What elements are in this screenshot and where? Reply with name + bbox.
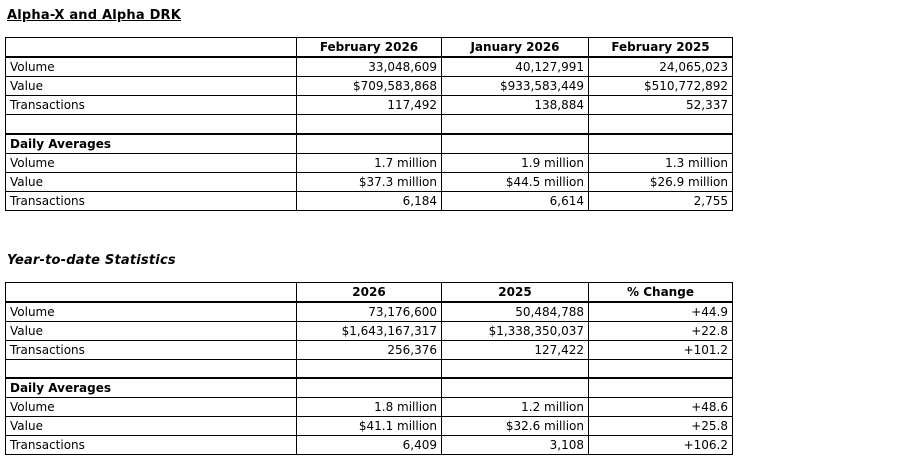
cell-value: 2,755 — [589, 191, 733, 210]
table-row — [6, 57, 733, 77]
empty-cell — [297, 115, 442, 134]
empty-cell — [442, 134, 589, 154]
cell-value: $41.1 million — [297, 417, 442, 436]
cell-value: 256,376 — [297, 340, 442, 359]
table-row — [6, 340, 733, 359]
row-label: Transactions — [6, 96, 297, 115]
row-label: Value — [6, 417, 297, 436]
table-row — [6, 191, 733, 210]
monthly-section-title: Alpha-X and Alpha DRK — [7, 8, 182, 23]
table-row — [6, 153, 733, 172]
row-label: Value — [6, 172, 297, 191]
cell-value: +44.9 — [589, 302, 733, 322]
cell-value: +48.6 — [589, 398, 733, 417]
column-header: 2026 — [297, 282, 442, 302]
cell-value: $933,583,449 — [442, 77, 589, 96]
cell-value: 52,337 — [589, 96, 733, 115]
row-label: Value — [6, 77, 297, 96]
cell-value: 1.9 million — [442, 153, 589, 172]
cell-value: 6,184 — [297, 191, 442, 210]
cell-value: 1.2 million — [442, 398, 589, 417]
cell-value: +106.2 — [589, 436, 733, 455]
row-label: Value — [6, 321, 297, 340]
cell-value: 1.7 million — [297, 153, 442, 172]
empty-cell — [442, 378, 589, 398]
cell-value: $709,583,868 — [297, 77, 442, 96]
table-row — [6, 436, 733, 455]
cell-value: 127,422 — [442, 340, 589, 359]
table-row — [6, 77, 733, 96]
table-row — [6, 96, 733, 115]
table-row — [6, 172, 733, 191]
cell-value: $26.9 million — [589, 172, 733, 191]
cell-value: 3,108 — [442, 436, 589, 455]
cell-value: 33,048,609 — [297, 57, 442, 77]
column-header: 2025 — [442, 282, 589, 302]
empty-header-cell — [6, 38, 297, 58]
empty-cell — [6, 115, 297, 134]
cell-value: 50,484,788 — [442, 302, 589, 322]
empty-cell — [589, 359, 733, 378]
column-header: % Change — [589, 282, 733, 302]
daily-averages-label: Daily Averages — [6, 134, 297, 154]
row-label: Volume — [6, 398, 297, 417]
empty-cell — [297, 359, 442, 378]
cell-value: 1.3 million — [589, 153, 733, 172]
cell-value: $1,643,167,317 — [297, 321, 442, 340]
ytd-header-row — [6, 282, 733, 302]
column-header: February 2025 — [589, 38, 733, 58]
row-label: Volume — [6, 153, 297, 172]
row-label: Volume — [6, 57, 297, 77]
spacer-row — [6, 359, 733, 378]
table-row — [6, 302, 733, 322]
cell-value: 24,065,023 — [589, 57, 733, 77]
monthly-header-row — [6, 38, 733, 58]
cell-value: 6,409 — [297, 436, 442, 455]
empty-cell — [297, 134, 442, 154]
table-row — [6, 321, 733, 340]
column-header: January 2026 — [442, 38, 589, 58]
table-row — [6, 398, 733, 417]
empty-cell — [6, 359, 297, 378]
ytd-stats-table — [5, 282, 733, 456]
empty-cell — [589, 378, 733, 398]
daily-averages-header-row — [6, 134, 733, 154]
cell-value: 40,127,991 — [442, 57, 589, 77]
empty-cell — [442, 115, 589, 134]
ytd-section-title: Year-to-date Statistics — [7, 252, 176, 268]
cell-value: $510,772,892 — [589, 77, 733, 96]
cell-value: $32.6 million — [442, 417, 589, 436]
cell-value: $1,338,350,037 — [442, 321, 589, 340]
cell-value: $44.5 million — [442, 172, 589, 191]
empty-header-cell — [6, 282, 297, 302]
spacer-row — [6, 115, 733, 134]
monthly-stats-table — [5, 37, 733, 211]
cell-value: $37.3 million — [297, 172, 442, 191]
cell-value: 73,176,600 — [297, 302, 442, 322]
daily-averages-header-row — [6, 378, 733, 398]
row-label: Transactions — [6, 340, 297, 359]
cell-value: 6,614 — [442, 191, 589, 210]
empty-cell — [297, 378, 442, 398]
cell-value: 1.8 million — [297, 398, 442, 417]
cell-value: +22.8 — [589, 321, 733, 340]
cell-value: +25.8 — [589, 417, 733, 436]
table-row — [6, 417, 733, 436]
column-header: February 2026 — [297, 38, 442, 58]
cell-value: 117,492 — [297, 96, 442, 115]
row-label: Volume — [6, 302, 297, 322]
empty-cell — [442, 359, 589, 378]
cell-value: +101.2 — [589, 340, 733, 359]
row-label: Transactions — [6, 436, 297, 455]
row-label: Transactions — [6, 191, 297, 210]
empty-cell — [589, 115, 733, 134]
daily-averages-label: Daily Averages — [6, 378, 297, 398]
empty-cell — [589, 134, 733, 154]
cell-value: 138,884 — [442, 96, 589, 115]
